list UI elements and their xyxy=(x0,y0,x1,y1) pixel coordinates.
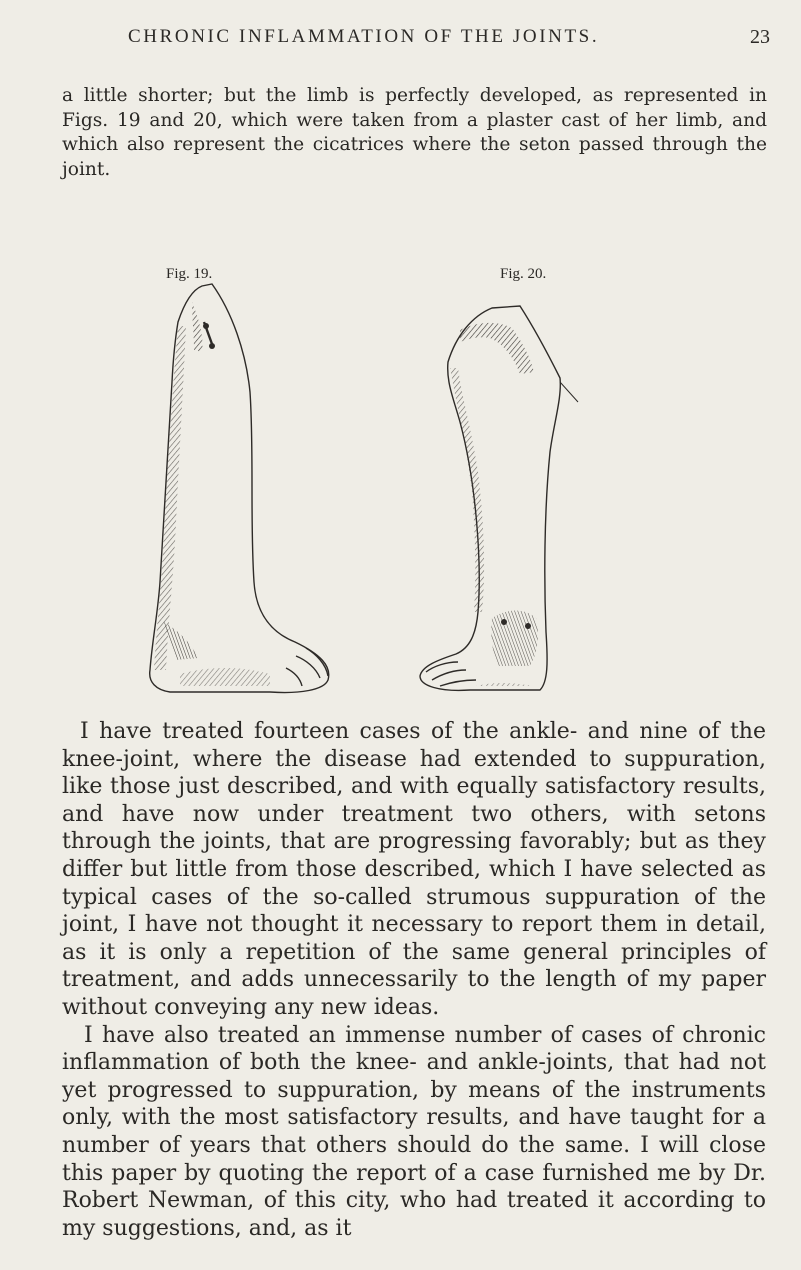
running-title: CHRONIC INFLAMMATION OF THE JOINTS. xyxy=(128,26,600,47)
page-number: 23 xyxy=(750,26,770,48)
paragraph-1: a little shorter; but the limb is perfectly developed, as represented in Figs. 19 and 20, which were taken from a plaster cast of her limb, and which also represent the cicatrices where the seton passed through the joint. xyxy=(62,85,767,180)
paragraph-2: I have treated fourteen cases of the ankle- and nine of the knee-joint, where the disease had extended to suppuration, like those just described, and with equally satisfactory results, and have now under treatment two others, with setons through the joints, that are progressing favorably; but as they differ but little from those described, which I have selected as typical cases of the so-called strumous suppuration of the joint, I have not thought it necessary to report them in detail, as it is only a repetition of the same general principles of treatment, and adds unnecessarily to the length of my paper without conveying any new ideas. xyxy=(62,719,766,1020)
body-text xyxy=(62,718,766,1242)
fig-20-leg-drawing xyxy=(420,306,578,690)
fig-19-caption: Fig. 19. xyxy=(166,266,213,282)
fig-19-leg-drawing xyxy=(150,284,329,693)
figure-illustrations xyxy=(120,282,680,702)
fig-20-caption: Fig. 20. xyxy=(500,266,547,282)
running-header xyxy=(78,24,778,54)
paragraph-3: I have also treated an immense number of cases of chronic inflammation of both the knee- and ankle-joints, that had not yet progressed to suppuration, by means of the instruments only, with the most satisfactory results, and have taught for a number of years that others should do the same. I will close this paper by quoting the report of a case furnished me by Dr. Robert Newman, of this city, who had treated it according to my suggestions, and, as it xyxy=(62,1022,766,1241)
